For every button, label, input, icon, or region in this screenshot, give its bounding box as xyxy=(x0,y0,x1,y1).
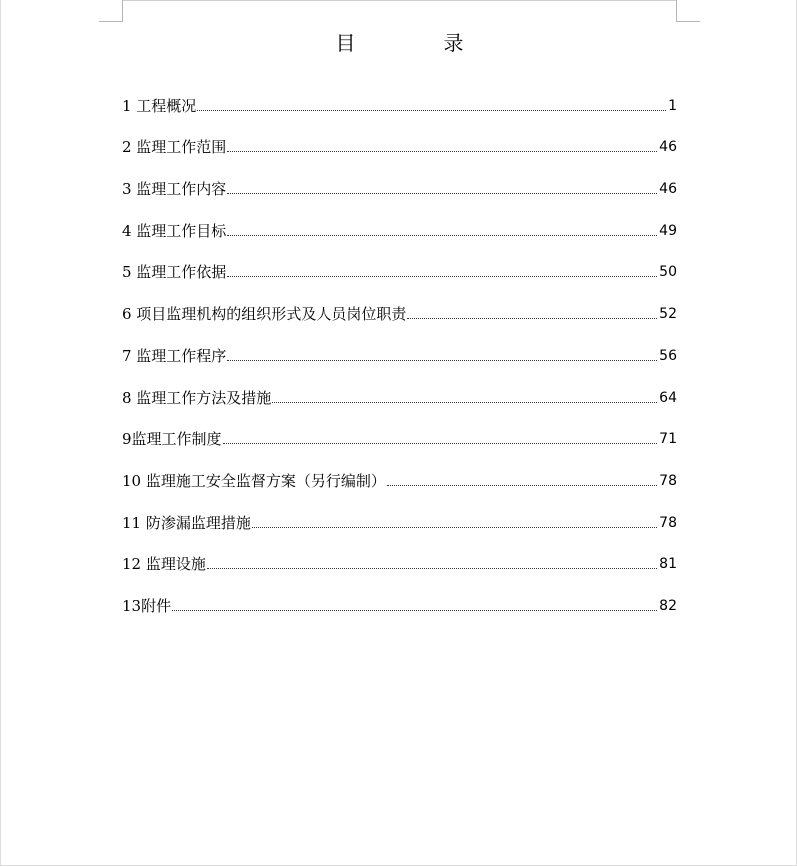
toc-entry[interactable] xyxy=(122,241,677,283)
toc-dot-leader xyxy=(227,235,657,236)
toc-entry-label: 2 监理工作范围 xyxy=(122,138,227,157)
toc-dot-leader xyxy=(387,485,657,486)
toc-dot-leader xyxy=(252,527,657,528)
toc-entry-label: 4 监理工作目标 xyxy=(122,221,227,240)
toc-entry[interactable] xyxy=(122,533,677,575)
toc-entry[interactable] xyxy=(122,116,677,158)
toc-page-number: 82 xyxy=(659,597,677,614)
toc-entry[interactable] xyxy=(122,408,677,450)
toc-entry-label: 1 工程概况 xyxy=(122,96,197,115)
toc-entry-label: 9监理工作制度 xyxy=(122,430,222,449)
toc-dot-leader xyxy=(227,151,657,152)
toc-entry-label: 6 项目监理机构的组织形式及人员岗位职责 xyxy=(122,305,407,324)
toc-entry-label: 8 监理工作方法及措施 xyxy=(122,388,272,407)
margin-mark-top-left-vertical xyxy=(122,0,123,22)
toc-page-number: 46 xyxy=(659,139,677,156)
toc-page-number: 78 xyxy=(659,514,677,531)
toc-entry[interactable] xyxy=(122,282,677,324)
toc-page-number: 64 xyxy=(659,389,677,406)
toc-entry-label: 3 监理工作内容 xyxy=(122,180,227,199)
toc-entry-label: 12 监理设施 xyxy=(122,555,206,574)
toc-entry-label: 10 监理施工安全监督方案（另行编制） xyxy=(122,471,386,490)
toc-page-number: 46 xyxy=(659,181,677,198)
margin-mark-top-right-vertical xyxy=(676,0,677,22)
toc-dot-leader xyxy=(207,568,657,569)
toc-dot-leader xyxy=(197,110,666,111)
toc-dot-leader xyxy=(227,276,657,277)
toc-page-number: 52 xyxy=(659,306,677,323)
margin-mark-top-left xyxy=(99,21,122,22)
toc-entry[interactable] xyxy=(122,199,677,241)
toc-entry-label: 7 监理工作程序 xyxy=(122,346,227,365)
toc-title: 目 录 xyxy=(335,31,498,55)
table-of-contents xyxy=(122,74,677,616)
toc-entry-label: 11 防渗漏监理措施 xyxy=(122,513,251,532)
toc-page-number: 49 xyxy=(659,222,677,239)
toc-page-number: 56 xyxy=(659,347,677,364)
toc-entry[interactable] xyxy=(122,366,677,408)
toc-entry[interactable] xyxy=(122,324,677,366)
toc-entry[interactable] xyxy=(122,449,677,491)
toc-entry[interactable] xyxy=(122,74,677,116)
toc-entry-label: 13附件 xyxy=(122,596,172,615)
toc-dot-leader xyxy=(272,402,657,403)
page-top-edge xyxy=(122,0,677,1)
margin-mark-top-right xyxy=(677,21,700,22)
toc-page-number: 71 xyxy=(659,431,677,448)
toc-page-number: 78 xyxy=(659,472,677,489)
toc-page-number: 1 xyxy=(668,97,677,114)
toc-page-number: 81 xyxy=(659,556,677,573)
toc-entry-label: 5 监理工作依据 xyxy=(122,263,227,282)
toc-dot-leader xyxy=(227,193,657,194)
toc-dot-leader xyxy=(407,318,657,319)
toc-entry[interactable] xyxy=(122,157,677,199)
toc-dot-leader xyxy=(227,360,657,361)
toc-entry[interactable] xyxy=(122,491,677,533)
toc-dot-leader xyxy=(172,610,657,611)
toc-dot-leader xyxy=(223,443,658,444)
toc-entry[interactable] xyxy=(122,574,677,616)
toc-page-number: 50 xyxy=(659,264,677,281)
